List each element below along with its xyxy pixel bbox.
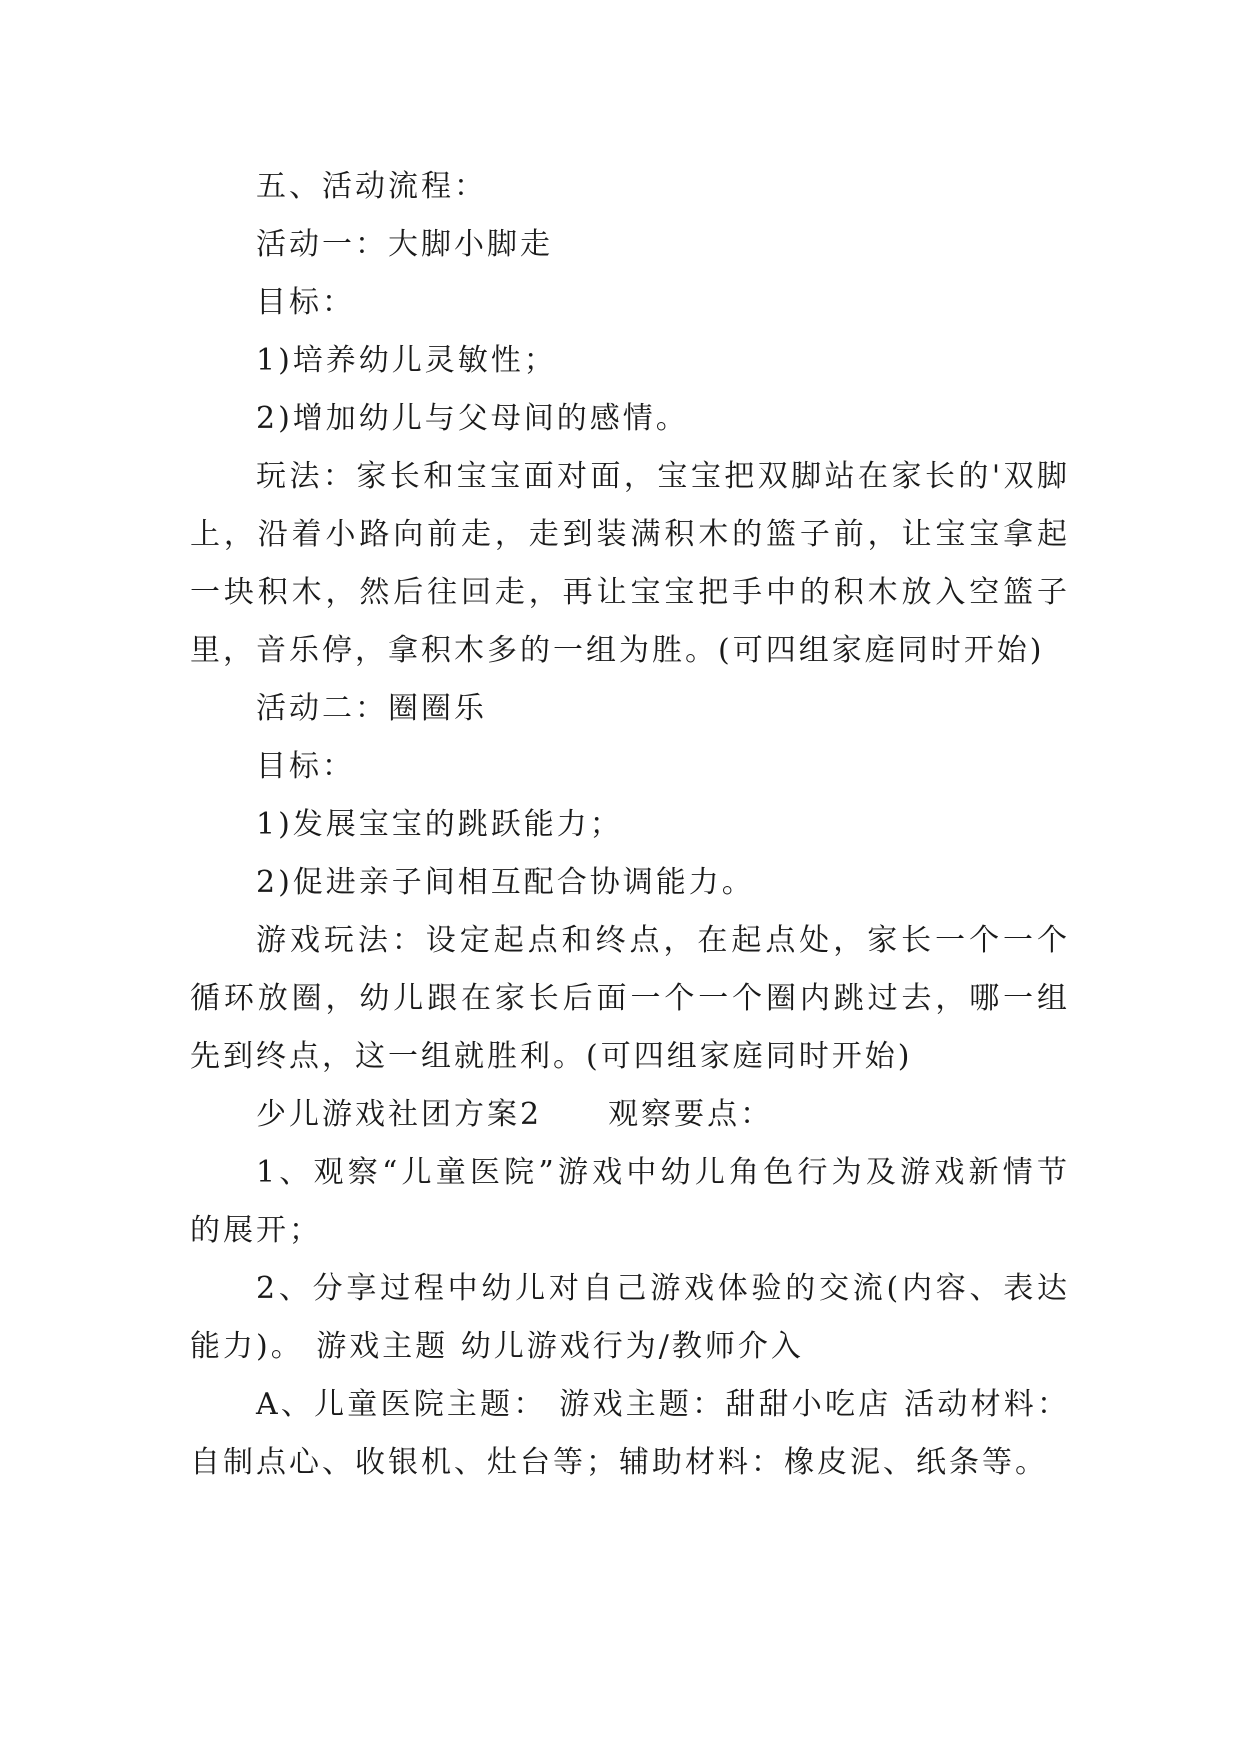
paragraph-goal-2-1: 1)发展宝宝的跳跃能力； xyxy=(256,807,623,842)
paragraph-goal-label-2: 目标： xyxy=(256,749,355,784)
paragraph-goal-label-1: 目标： xyxy=(256,285,355,320)
section-2-subtitle: 观察要点： xyxy=(608,1097,774,1132)
paragraph-activity-1-title: 活动一：大脚小脚走 xyxy=(256,227,553,262)
document-body xyxy=(190,158,1070,1492)
paragraph-section-2-heading xyxy=(190,1086,1070,1144)
paragraph-activity-1-rules: 玩法：家长和宝宝面对面，宝宝把双脚站在家长的'双脚上，沿着小路向前走，走到装满积木的篮子前，让宝宝拿起一块积木，然后往回走，再让宝宝把手中的积木放入空篮子里，音乐停，拿积木多的一组为胜。(可四组家庭同时开始) xyxy=(190,459,1070,668)
paragraph-goal-2-2: 2)促进亲子间相互配合协调能力。 xyxy=(256,865,755,900)
paragraph-flow-heading: 五、活动流程： xyxy=(256,169,487,204)
paragraph-hospital-theme: A、儿童医院主题： 游戏主题：甜甜小吃店 活动材料：自制点心、收银机、灶台等；辅助材料：橡皮泥、纸条等。 xyxy=(190,1387,1070,1480)
paragraph-activity-2-title: 活动二：圈圈乐 xyxy=(256,691,487,726)
paragraph-activity-2-rules: 游戏玩法：设定起点和终点，在起点处，家长一个一个循环放圈，幼儿跟在家长后面一个一个圈内跳过去，哪一组先到终点，这一组就胜利。(可四组家庭同时开始) xyxy=(190,923,1070,1074)
paragraph-goal-1-1: 1)培养幼儿灵敏性； xyxy=(256,343,557,378)
section-2-title: 少儿游戏社团方案2 xyxy=(256,1097,543,1132)
paragraph-observation-1: 1、观察“儿童医院”游戏中幼儿角色行为及游戏新情节的展开； xyxy=(190,1155,1070,1248)
paragraph-observation-2: 2、分享过程中幼儿对自己游戏体验的交流(内容、表达能力)。 游戏主题 幼儿游戏行为/教师介入 xyxy=(190,1271,1070,1364)
paragraph-goal-1-2: 2)增加幼儿与父母间的感情。 xyxy=(256,401,689,436)
